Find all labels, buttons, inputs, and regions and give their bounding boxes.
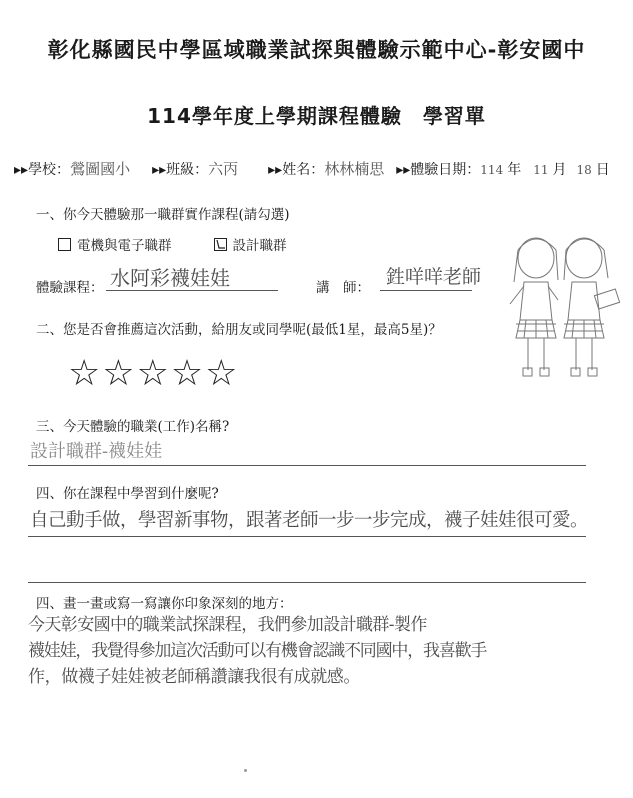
teacher-value: 鉎咩咩老師 — [386, 266, 482, 288]
star-3[interactable]: ☆ — [136, 353, 169, 394]
answer-5-line-1: 今天彰安國中的職業試探課程，我們參加設計職群-製作 — [28, 615, 427, 635]
date-year-value: 114 — [480, 163, 504, 177]
class-label: 班級： — [166, 162, 209, 178]
class-value: 六丙 — [208, 160, 239, 178]
double-arrow-icon: ▸▸ — [14, 162, 29, 178]
date-label: 體驗日期： — [410, 162, 481, 178]
double-arrow-icon: ▸▸ — [396, 162, 411, 178]
school-value: 鶯圖國小 — [70, 160, 131, 178]
answer-4: 自己動手做，學習新事物，跟著老師一步一步完成，襪子娃娃很可愛。 — [30, 510, 589, 531]
star-4[interactable]: ☆ — [170, 353, 204, 394]
checkbox-electrical[interactable] — [58, 238, 71, 251]
scan-dot — [244, 769, 247, 772]
question-3: 三、今天體驗的職業(工作)名稱? — [36, 419, 230, 435]
star-5[interactable]: ☆ — [205, 353, 238, 394]
option-design-label: 設計職群 — [232, 238, 287, 254]
question-5: 四、畫一畫或寫一寫讓你印象深刻的地方： — [36, 596, 293, 612]
answer-3-line — [28, 465, 586, 466]
star-1[interactable]: ☆ — [68, 353, 101, 394]
star-rating — [68, 353, 239, 394]
answer-4-line — [28, 536, 586, 537]
check-mark-icon — [215, 239, 226, 250]
date-day-value: 18 — [576, 163, 592, 177]
answer-4-extra-line — [28, 582, 586, 583]
answer-5-line-2: 襪娃娃，我覺得參加這次活動可以有機會認識不同國中，我喜歡手 — [28, 641, 487, 661]
date-year-unit: 年 — [507, 162, 522, 178]
course-value: 水阿彩襪娃娃 — [110, 266, 230, 290]
date-month-value: 11 — [533, 163, 549, 177]
question-2: 二、您是否會推薦這次活動，給朋友或同學呢(最低1星，最高5星)？ — [36, 322, 442, 338]
teacher-label: 講 師： — [316, 280, 370, 296]
job-cluster-options — [58, 234, 287, 254]
course-underline — [106, 290, 278, 291]
question-4: 四、你在課程中學習到什麼呢? — [36, 486, 219, 502]
document-title: 彰化縣國民中學區域職業試探與體驗示範中心-彰安國中 — [47, 38, 586, 62]
question-1: 一、你今天體驗那一職群實作課程(請勾選) — [36, 207, 290, 223]
option-electrical-label: 電機與電子職群 — [77, 238, 172, 254]
course-label: 體驗課程： — [36, 280, 104, 296]
info-row — [14, 158, 610, 179]
checkbox-design[interactable] — [214, 238, 227, 251]
double-arrow-icon: ▸▸ — [152, 162, 167, 178]
document-subtitle: 114學年度上學期課程體驗 學習單 — [147, 104, 486, 128]
teacher-underline — [380, 290, 472, 291]
name-value: 林林楠思 — [324, 160, 385, 178]
date-month-unit: 月 — [552, 162, 567, 178]
date-day-unit: 日 — [595, 162, 610, 178]
school-label: 學校： — [28, 162, 71, 178]
name-label: 姓名： — [282, 162, 325, 178]
students-illustration — [500, 220, 625, 390]
star-2[interactable]: ☆ — [102, 353, 135, 394]
double-arrow-icon: ▸▸ — [268, 162, 283, 178]
answer-5-line-3: 作，做襪子娃娃被老師稱讚讓我很有成就感。 — [28, 667, 360, 687]
answer-3: 設計職群-襪娃娃 — [30, 441, 163, 462]
